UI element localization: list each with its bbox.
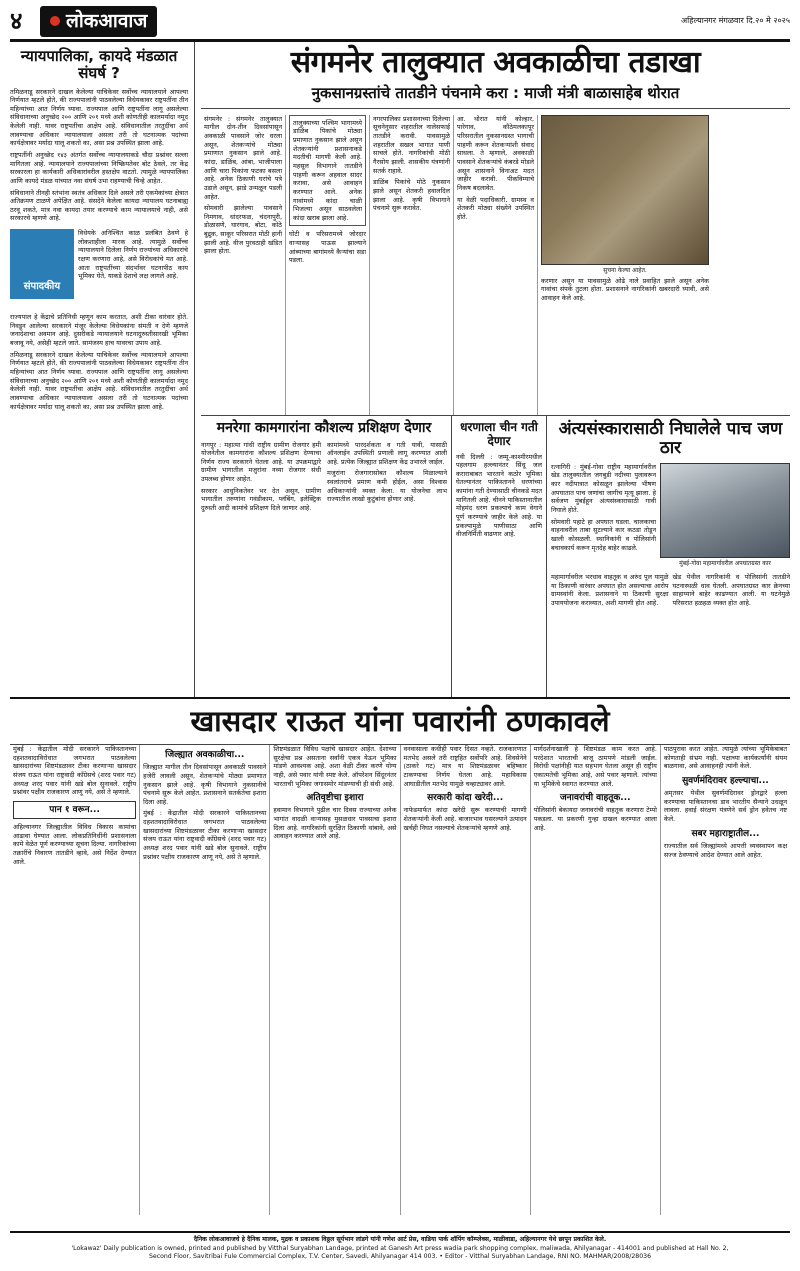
maharashtra-text: राज्यातील सर्व जिल्ह्यांमध्ये आपत्ती व्यवस्थापन कक्ष सज्ज ठेवण्याचे आदेश देण्यात आले आहेत. — [663, 841, 788, 859]
raut-headline: खासदार राऊत यांना पवारांनी ठणकावले — [10, 697, 790, 745]
mnrega-col-1b: सरकार आधुनिकतेवर भर देत असून, ग्रामीण भागातील तरुणांना गवंडीकाम, प्लंबिंग, इलेक्ट्रिक दुरुस्ती आदी कामांचे प्रशिक्षण दिले जाणार आहे. — [201, 486, 321, 513]
masthead — [10, 4, 790, 42]
mnrega-story — [201, 416, 451, 697]
raut-col-5: मार्गदर्शनाखाली हे शिष्टमंडळ काम करत आहे. परदेशात भारताची बाजू ठामपणे मांडली जाईल. विरोधी पक्षांनीही यात सहभाग घेतला असून ही राष्ट्रीय एकात्मतेची भूमिका आहे, असे पवार म्हणाले. त्यांच्या या भूमिकेचे स्वागत करण्यात आले. — [533, 745, 657, 788]
accident-photo-caption: मुंबई-गोवा महामार्गावरील अपघातग्रस्त कार — [679, 559, 771, 567]
dam-story — [451, 416, 546, 697]
editorial-para-2: राष्ट्रपतींनी अनुच्छेद १४३ अंतर्गत सर्वोच्च न्यायालयाकडे चौदा प्रश्नांवर सल्ला मागितला आहे. न्यायालयाने राज्यपालांच्या निष्क्रियतेवर बोट ठेवले, तर केंद्र सरकारला हा कार्यकारी अधिकारांवरील हस्तक्षेप वाटतो. त्यामुळे न्यायपालिका आणि कायदे मंडळ यांच्यात नवा संघर्ष उभा राहण्याची चिन्हे आहेत. — [10, 150, 188, 185]
paper-logo — [40, 6, 157, 38]
accident-col-3: महामार्गावरील भरधाव वाहतूक व अरुंद पूल यामुळे या ठिकाणी वारंवार अपघात होत असल्याचा आरोप ग्रामस्थांनी केला. प्रशासनाने या ठिकाणी सुरक्षा उपाययोजना कराव्यात, अशी मागणी होत आहे. — [551, 572, 669, 607]
dateline: अहिल्यानगर मंगळवार दि.२० मे २०२५ — [681, 16, 790, 26]
rain-subhead-text: जिल्ह्यात मागील तीन दिवसांपासून अवकाळी पावसाने हजेरी लावली असून, शेतकऱ्यांचे मोठ्या प्रमाणात नुकसान झाले आहे. कृषी विभागाने नुकसानीचे पंचनामे सुरू केले आहेत. प्रशासनाने सतर्कतेचा इशारा दिला आहे. — [143, 763, 267, 806]
raut-col-1: मुंबई : केंद्रातील मोदी सरकारने पाकिस्तानच्या दहशतवादाविरोधात जगभरात पाठवलेल्या खासदारांच्या शिष्टमंडळावर टीका करणाऱ्या खासदार संजय राऊत यांना राष्ट्रवादी काँग्रेसचे (शरद पवार गट) अध्यक्ष शरद पवार यांनी खडे बोल सुनावले. राष्ट्रीय प्रश्नांवर पक्षीय राजकारण आणू नये, असे ते म्हणाले. — [13, 745, 137, 797]
mnrega-col-2b: मजुरांना रोजगारासोबत कौशल्य मिळाल्याने स्थलांतराचे प्रमाण कमी होईल, असा विश्वास अधिकाऱ्यांनी व्यक्त केला. या योजनेचा लाभ राज्यातील लाखो कुटुंबांना होणार आहे. — [327, 469, 447, 504]
mnrega-headline: मनरेगा कामगारांना कौशल्य प्रशिक्षण देणार — [216, 419, 432, 436]
flood-photo — [541, 115, 709, 265]
imprint-marathi: दैनिक लोकआवाजचे हे दैनिक मालक, मुद्रक व प्रकाशक विठ्ठल सूर्यभान लांडगे यांनी गणेश आर्ट प्रेस, वाडिया पार्क शॉपिंग कॉम्प्लेक्स, माळीवाडा, अहिल्यानगर येथे छापून प्रकाशित केले. — [193, 1236, 607, 1243]
paper-name: लोकआवाज — [66, 9, 148, 32]
editorial-headline: न्यायपालिका, कायदे मंडळात संघर्ष ? — [20, 47, 178, 83]
heavy-rain-subhead: अतिवृष्टीचा इशारा — [306, 793, 364, 804]
flood-photo-caption: सुचना केल्या आहेत. — [603, 266, 647, 274]
dam-text: नवी दिल्ली : जम्मू-काश्मीरमधील पहलगाम हल्ल्यानंतर सिंधू जल कराराबाबत भारताने कठोर भूमिका घेतल्यानंतर पाकिस्तानने धरणांच्या कामांना गती देण्यासाठी चीनकडे मदत मागितली आहे. चीनने पाकिस्तानातील मोहमंद धरण प्रकल्पाचे काम वेगाने पूर्ण करण्याचे जाहीर केले आहे. या प्रकल्पामुळे पाणीसाठा आणि वीजनिर्मिती वाढणार आहे. — [456, 452, 542, 539]
editorial-para-3: संविधानाने तीनही स्तंभांना स्वतंत्र अधिकार दिले असले तरी एकमेकांच्या क्षेत्रात अतिक्रमण टाळणे अपेक्षित आहे. संसदेने केलेला कायदा न्यायालय घटनाबाह्य ठरवू शकते, मात्र नवा कायदा तयार करण्याचे काम न्यायालयाचे नाही, असे सरकारचे म्हणणे आहे. — [10, 188, 188, 223]
accident-col-1: रत्नागिरी : मुंबई-गोवा राष्ट्रीय महामार्गावरील खेड तालुक्यातील जगबुडी नदीच्या पुलावरून कार नदीपात्रात कोसळून झालेल्या भीषण अपघातात पाच जणांचा जागीच मृत्यू झाला. हे सर्वजण मुंबईहून अंत्यसंस्कारासाठी गावी निघाले होते. — [551, 462, 656, 515]
editorial-badge: संपादकीय — [10, 229, 74, 299]
lead-col-1: संगमनेर : संगमनेर तालुक्यात मागील दोन-तीन दिवसांपासून अवकाळी पावसाने जोर धरला असून, शेतकऱ्यांचे मोठ्या प्रमाणात नुकसान झाले आहे. कांदा, डाळिंब, आंबा, भाजीपाला आणि चारा पिकांना फटका बसला आहे. अनेक ठिकाणी घरांचे पत्रे उडाले असून, झाडे उन्मळून पडली आहेत. — [204, 114, 282, 201]
mnrega-col-1: नागपूर : महात्मा गांधी राष्ट्रीय ग्रामीण रोजगार हमी योजनेतील कामगारांना कौशल्य प्रशिक्षण देण्याचा निर्णय राज्य सरकारने घेतला आहे. या उपक्रमाद्वारे ग्रामीण भागातील मजुरांना नव्या रोजगार संधी उपलब्ध होणार आहेत. — [201, 440, 321, 484]
lead-col-4: आ. थोरात यांनी कोल्हार, पारेगाव, कौठेमलकापूर परिसरातील नुकसानग्रस्त भागाची पाहणी करून शेतकऱ्यांशी संवाद साधला. ते म्हणाले, अवकाळी पावसाने शेतकऱ्यांचे कंबरडे मोडले असून शासनाने विनाअट मदत जाहीर करावी. पीकविम्याचे निकष बदलावेत. — [457, 114, 534, 192]
golden-temple-subhead: सुवर्णमंदिरावर हल्ल्याचा... — [682, 776, 769, 787]
accident-photo — [660, 463, 790, 558]
cattle-subhead: जनावरांची वाहतूक... — [559, 793, 631, 804]
onion-text: नाफेडमार्फत कांदा खरेदी सुरू करण्याची मागणी शेतकऱ्यांनी केली आहे. बाजारभाव घसरल्याने उत्पादन खर्चही निघत नसल्याचे शेतकऱ्यांचे म्हणणे आहे. — [403, 806, 527, 832]
raut-col-6: पाठपुरावा करत आहेत. त्यामुळे त्यांच्या भूमिकेबाबत कोणताही संभ्रम नाही. पक्षाच्या कार्यकर्त्यांनी संयम बाळगावा, असे आवाहनही त्यांनी केले. — [663, 745, 788, 771]
rain-subhead: जिल्ह्यात अवकाळीचा... — [165, 750, 245, 761]
lead-col-3: नगरपालिका प्रशासनाच्या दिलेल्या सूचनेनुसार शहरातील नालेसफाई तातडीने करावी. पावसामुळे शहरातील सखल भागात पाणी साचले होते. नागरिकांची मोठी गैरसोय झाली. शासकीय यंत्रणांनी सतर्क राहावे. — [373, 114, 450, 175]
lead-story — [201, 115, 790, 415]
editorial-para-1-cont: तमिळनाडू सरकारने दाखल केलेल्या याचिकेवर सर्वोच्च न्यायालयाने आपल्या निर्णयात म्हटले होते, की राज्यपालांनी पाठवलेल्या विधेयकावर राष्ट्रपतींना तीन महिन्यांच्या आत निर्णय घ्यावा. राज्यपाल आणि राष्ट्रपतींना लागू असलेल्या संविधानाच्या अनुच्छेद २०० आणि २०१ मध्ये अशी कोणतीही कालमर्यादा नमूद केलेली नाही. यावर राष्ट्रपतींचा आक्षेप आहे. संविधानातील तरतुदींचा अर्थ लावण्याचा अधिकार न्यायालयाला असला तरी तो घटनात्मक पदांच्या कार्यक्षेत्रावर मर्यादा घालू शकतो का, असा प्रश्न उपस्थित झाला आहे. — [10, 350, 188, 411]
mnrega-col-2: कामांमध्ये पारदर्शकता व गती यावी, यासाठी ऑनलाईन उपस्थिती प्रणाली लागू करण्यात आली आहे. प्रत्येक जिल्ह्यात प्रशिक्षण केंद्र उभारले जाईल. — [327, 440, 447, 466]
continued-text: अहिल्यानगर जिल्ह्यातील विविध विकास कामांचा आढावा घेण्यात आला. लोकप्रतिनिधींनी प्रशासनाला कामे वेळेत पूर्ण करण्याच्या सूचना दिल्या. नागरिकांच्या तक्रारींचे निवारण तातडीने व्हावे, असे निर्देश देण्यात आले. — [13, 823, 137, 866]
lead-col-3b: डाळिंब पिकांचे मोठे नुकसान झाले असून शेतकरी हवालदिल झाला आहे. कृषी विभागाने पंचनामे सुरू करावेत. — [373, 178, 450, 213]
raut-col-3: शिष्टमंडळात विविध पक्षांचे खासदार आहेत. देशाच्या सुरक्षेचा प्रश्न असताना सर्वांनी एकत्र येऊन भूमिका मांडणे आवश्यक आहे. अशा वेळी टीका करणे योग्य नाही, असे पवार यांनी स्पष्ट केले. ऑपरेशन सिंदूरनंतर भारताची भूमिका जगासमोर मांडण्याची ही संधी आहे. — [273, 745, 397, 788]
editorial-column — [10, 42, 195, 697]
lead-subheadline: नुकसानग्रस्तांचे तातडीने पंचनामे करा : माजी मंत्री बाळासाहेब थोरात — [201, 83, 790, 109]
editorial-para-5: राज्यपाल हे केंद्राचे प्रतिनिधी म्हणून काम करतात, अशी टीका वारंवार होते. निवडून आलेल्या सरकारने मंजूर केलेल्या विधेयकांना संमती न देणे म्हणजे जनादेशाचा अवमान आहे. दुसरीकडे न्यायालयाने घटनादुरुस्तीसारखी भूमिका बजावू नये, असेही म्हटले जाते. सामंजस्य हाच यावरचा उपाय आहे. — [10, 313, 188, 348]
imprint-english-1: 'Lokawaz' Daily publication is owned, printed and published by Vitthal Suryabhan Landage, printed at Ganesh Art press wadia park shopping complex, maliwada, Ahilyanagar - 414001 and published at Hall No. 2, — [71, 1244, 729, 1252]
cattle-text: पोलिसांनी बेकायदा जनावरांची वाहतूक करणारा टेम्पो पकडला. या प्रकरणी गुन्हा दाखल करण्यात आला आहे. — [533, 806, 657, 832]
dam-headline: धरणाला चीन गती देणार — [460, 419, 538, 449]
lead-col-2b: घोटी व परिसरामध्ये जोरदार वाऱ्यासह पाऊस झाल्याने आंब्याच्या बागांमध्ये कैऱ्यांचा सडा पडला. — [289, 230, 366, 265]
lead-col-2: तालुक्याच्या पश्चिम भागामध्ये डाळिंब पिकांचे मोठ्या प्रमाणात नुकसान झाले असून शेतकऱ्यांनी प्रशासनाकडे मदतीची मागणी केली आहे. महसूल विभागाने तातडीने पाहणी करून अहवाल सादर करावा, असे आवाहन करण्यात आले. अनेक गावांमध्ये कांदा चाळी भिजल्या असून साठवलेला कांदा खराब झाला आहे. — [293, 118, 362, 222]
accident-headline: अंत्यसंस्कारासाठी निघालेले पाच जण ठार — [558, 418, 783, 459]
logo-dot-icon — [50, 16, 60, 26]
lead-col-1b: सोमवारी झालेल्या पावसाने निमगाव, धांदरफळ, चंदनापुरी, डोळासणे, घारगाव, बोटा, कोठे बुद्रुक, साकूर परिसरात मोठी हानी झाली आहे. वीज पुरवठाही खंडित झाला होता. — [204, 204, 282, 256]
onion-subhead: सरकारी कांदा खरेदी... — [427, 793, 504, 804]
accident-col-4: खेड येथील नागरिकांनी व पोलिसांनी तातडीने घटनास्थळी धाव घेतली. अपघातग्रस्त कार क्रेनच्या साहाय्याने बाहेर काढण्यात आली. या घटनेमुळे परिसरात हळहळ व्यक्त होत आहे. — [672, 572, 790, 607]
accident-story — [546, 416, 790, 697]
lead-photo-text: करणार असून या पावसामुळे ओढे नाले प्रवाहित झाले असून अनेक गावांचा संपर्क तुटला होता. प्रशासनाने नागरिकांनी खबरदारी घ्यावी, असे आवाहन केले आहे. — [541, 276, 709, 303]
accident-col-2: सोमवारी पहाटे हा अपघात घडला. चालकाचा वाहनावरील ताबा सुटल्याने कार कठडा तोडून खाली कोसळली. स्थानिकांनी व पोलिसांनी बचावकार्य करून मृतदेह बाहेर काढले. — [551, 517, 656, 552]
editorial-badge-block — [10, 229, 188, 307]
raut-col-1-cont: मुंबई : केंद्रातील मोदी सरकारने पाकिस्तानच्या दहशतवादाविरोधात जगभरात पाठवलेल्या खासदारांच्या शिष्टमंडळावर टीका करणाऱ्या खासदार संजय राऊत यांना राष्ट्रवादी काँग्रेसचे (शरद पवार गट) अध्यक्ष शरद पवार यांनी खडे बोल सुनावले. राष्ट्रीय प्रश्नांवर पक्षीय राजकारण आणू नये, असे ते म्हणाले. — [143, 809, 267, 861]
maharashtra-subhead: सबर महाराष्ट्रातील... — [691, 828, 760, 839]
raut-story — [10, 745, 790, 1215]
raut-col-4: वनवासाला कधीही पवार दिसत नव्हते. राजकारणात मतभेद असले तरी राष्ट्रहित सर्वोपरि आहे. शिवसेनेने (ठाकरे गट) मात्र या शिष्टमंडळावर बहिष्कार टाकण्याचा निर्णय घेतला आहे. महाविकास आघाडीतील मतभेद यामुळे चव्हाट्यावर आले. — [403, 745, 527, 788]
editorial-para-4: विधेयके अनिश्चित काळ प्रलंबित ठेवणे हे लोकशाहीला मारक आहे. त्यामुळे सर्वोच्च न्यायालयाने दिलेला निर्णय राज्यांच्या अधिकारांचे रक्षण करणारा आहे, असे विरोधकांचे मत आहे. आता राष्ट्रपतींच्या संदर्भावर घटनापीठ काय भूमिका घेते, याकडे देशाचे लक्ष लागले आहे. — [78, 229, 188, 281]
heavy-rain-text: हवामान विभागाने पुढील चार दिवस राज्याच्या अनेक भागांत वादळी वाऱ्यासह मुसळधार पावसाचा इशारा दिला आहे. नागरिकांनी सुरक्षित ठिकाणी थांबावे, असे आवाहन करण्यात आले आहे. — [273, 806, 397, 841]
imprint-footer — [10, 1231, 790, 1267]
lead-headline: संगमनेर तालुक्यात अवकाळीचा तडाखा — [290, 45, 701, 80]
continued-tag: पान १ वरून... — [13, 801, 136, 819]
imprint-english-2: Second Floor, Savitribai Fule Commercial Complex, T.V. Center, Savedi, Ahilyanagar 414 003. • Editor - Vitthal Suryabhan Landage, RNI NO. MAHMAR/2008/28036 — [148, 1253, 652, 1261]
editorial-para-1: तमिळनाडू सरकारने दाखल केलेल्या याचिकेवर सर्वोच्च न्यायालयाने आपल्या निर्णयात म्हटले होते, की राज्यपालांनी पाठवलेल्या विधेयकावर राष्ट्रपतींना तीन महिन्यांच्या आत निर्णय घ्यावा. राज्यपाल आणि राष्ट्रपतींना लागू असलेल्या संविधानाच्या अनुच्छेद २०० आणि २०१ मध्ये अशी कोणतीही कालमर्यादा नमूद केलेली नाही. यावर राष्ट्रपतींचा आक्षेप आहे. संविधानातील तरतुदींचा अर्थ लावण्याचा अधिकार न्यायालयाला असला तरी तो घटनात्मक पदांच्या कार्यक्षेत्रावर मर्यादा घालू शकतो का, असा प्रश्न उपस्थित झाला आहे. — [10, 87, 188, 148]
golden-temple-text: अमृतसर येथील सुवर्णमंदिरावर ड्रोनद्वारे हल्ला करण्याचा पाकिस्तानचा डाव भारतीय सैन्याने उधळून लावला. हवाई संरक्षण यंत्रणेने सर्व ड्रोन हवेतच नष्ट केले. — [663, 789, 788, 824]
page-number: ४ — [10, 7, 23, 36]
lead-col-4b: या वेळी पदाधिकारी, ग्रामस्थ व शेतकरी मोठ्या संख्येने उपस्थित होते. — [457, 195, 534, 221]
